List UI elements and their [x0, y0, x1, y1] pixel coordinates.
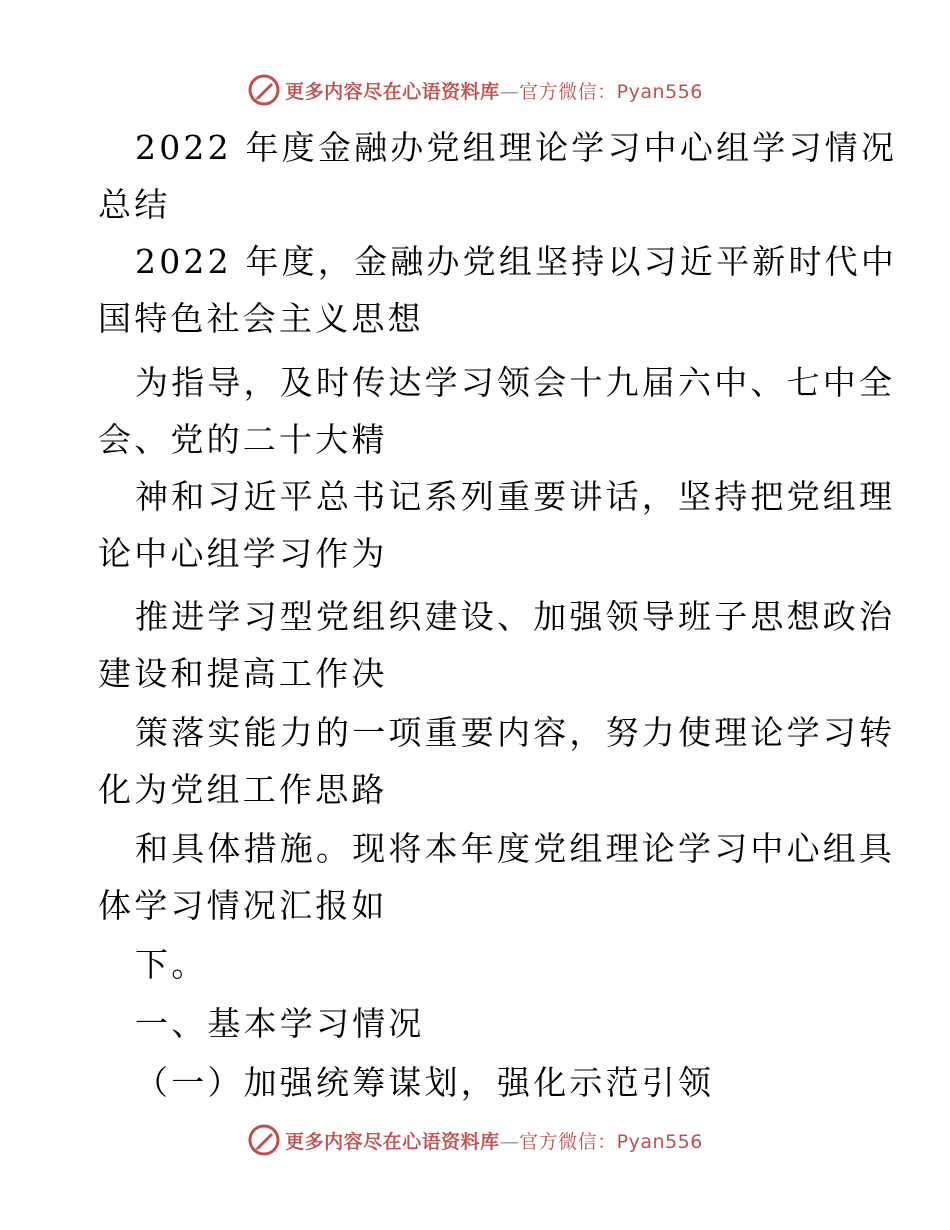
title-line-2: 总结	[98, 185, 171, 224]
watermark-side: 官方微信：Pyan556	[519, 80, 703, 103]
watermark-side: 官方微信：Pyan556	[519, 1130, 703, 1153]
paragraph-line: 为指导，及时传达学习领会十九届六中、七中全	[135, 363, 896, 402]
paragraph-line: 2022 年度，金融办党组坚持以习近平新时代中	[135, 242, 898, 281]
paragraph-line: 和具体措施。现将本年度党组理论学习中心组具	[135, 829, 896, 868]
paragraph-line: 化为党组工作思路	[98, 770, 388, 809]
paragraph-line: 体学习情况汇报如	[98, 886, 388, 925]
watermark-text	[285, 1127, 703, 1154]
pen-logo-icon	[247, 1123, 281, 1157]
paragraph-line: 论中心组学习作为	[98, 534, 388, 573]
watermark-dash: —	[499, 80, 520, 103]
header-watermark	[0, 70, 950, 110]
paragraph-line: 神和习近平总书记系列重要讲话，坚持把党组理	[135, 477, 896, 516]
section-heading: 一、基本学习情况	[135, 1004, 425, 1043]
paragraph-line: 策落实能力的一项重要内容，努力使理论学习转	[135, 713, 896, 752]
watermark-main: 更多内容尽在心语资料库	[285, 80, 500, 103]
paragraph-line: 会、党的二十大精	[98, 420, 388, 459]
paragraph-line: 下。	[135, 945, 208, 984]
title-line-1: 2022 年度金融办党组理论学习中心组学习情况	[135, 128, 898, 167]
paragraph-line: 推进学习型党组织建设、加强领导班子思想政治	[135, 597, 896, 636]
paragraph-line: 建设和提高工作决	[98, 654, 388, 693]
footer-watermark	[0, 1120, 950, 1160]
subsection-heading: （一）加强统筹谋划，强化示范引领	[135, 1063, 715, 1102]
paragraph-line: 国特色社会主义思想	[98, 299, 424, 338]
watermark-main: 更多内容尽在心语资料库	[285, 1130, 500, 1153]
watermark-dash: —	[499, 1130, 520, 1153]
pen-logo-icon	[247, 73, 281, 107]
watermark-text	[285, 77, 703, 104]
